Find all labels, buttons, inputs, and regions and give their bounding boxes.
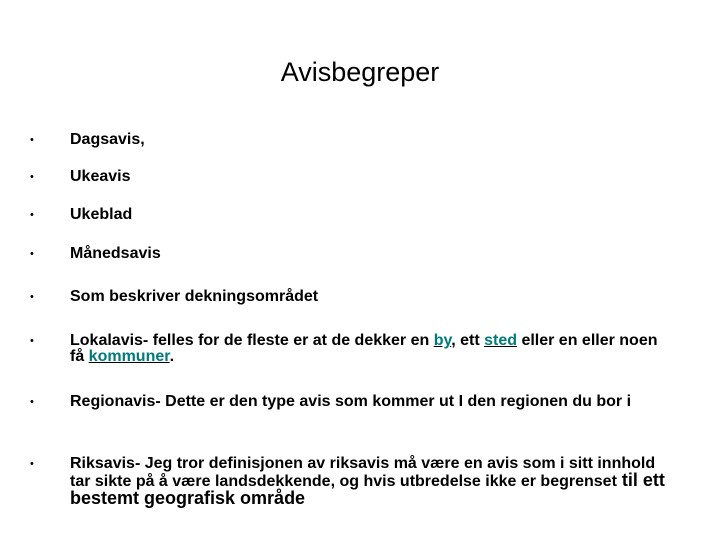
list-item-text: Ukeblad	[70, 206, 133, 223]
list-item-text: Ukeavis	[70, 168, 131, 185]
bullet-marker: •	[30, 248, 34, 260]
bullet-marker: •	[30, 458, 34, 470]
sted-link[interactable]: sted	[484, 332, 517, 349]
lokalavis-mid1: , ett	[451, 332, 485, 349]
riksavis-part1: Riksavis- Jeg tror definisjonen av riksavis må være en avis som i sitt innhold tar sikte på å være landsdekkende, og hvis utbredelse ikke er begrenset	[70, 455, 656, 490]
bullet-marker: •	[30, 134, 34, 146]
list-item-text	[70, 333, 660, 365]
lokalavis-suffix: .	[169, 348, 175, 365]
lokalavis-mid2: eller en eller noen få	[70, 332, 658, 365]
riksavis-part2: til ett bestemt geografisk område	[70, 470, 665, 508]
slide-title: Avisbegreper	[280, 57, 440, 87]
bullet-marker: •	[30, 209, 34, 221]
bullet-marker: •	[30, 291, 34, 303]
list-item-text: Dagsavis,	[70, 131, 145, 148]
list-item-text	[70, 456, 670, 508]
kommuner-link[interactable]: kommuner	[88, 348, 170, 365]
lokalavis-prefix: Lokalavis- felles for de fleste er at de dekker en	[70, 332, 434, 349]
list-item-text: Månedsavis	[70, 245, 161, 262]
list-item-text: Som beskriver dekningsområdet	[70, 288, 319, 305]
list-item-text: Regionavis- Dette er den type avis som kommer ut I den regionen du bor i	[70, 393, 632, 410]
bullet-marker: •	[30, 396, 34, 408]
by-link[interactable]: by	[433, 332, 452, 349]
bullet-marker: •	[30, 171, 34, 183]
bullet-marker: •	[30, 335, 34, 347]
